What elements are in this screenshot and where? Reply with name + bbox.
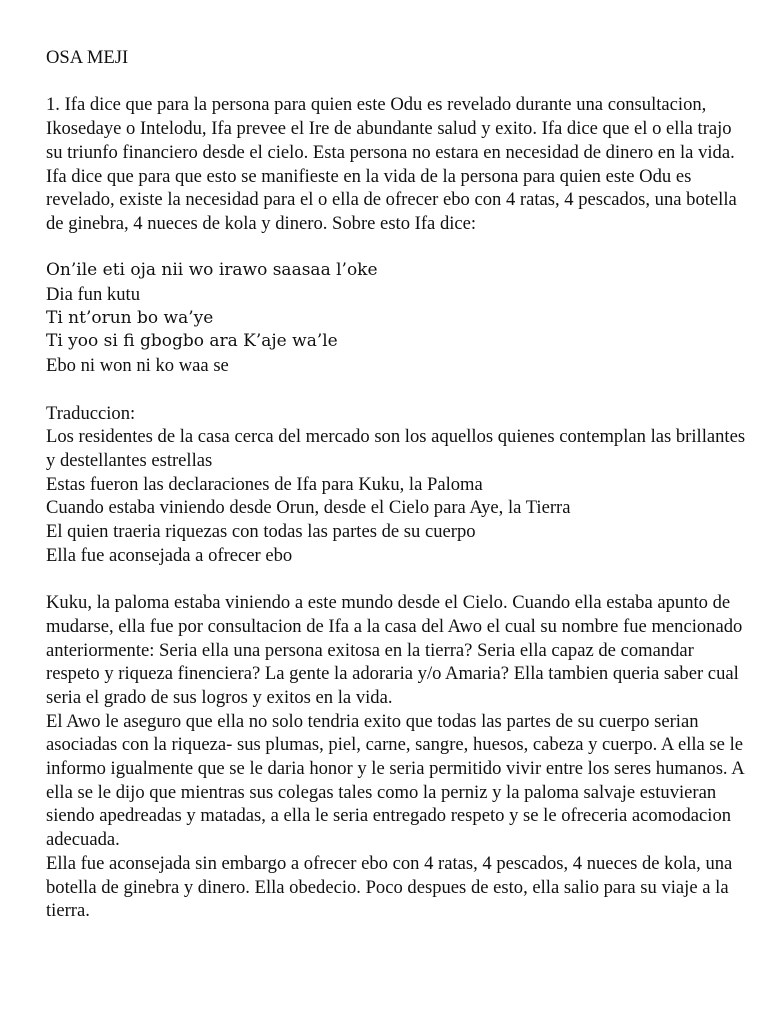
verse-line: Dia fun kutu [46, 284, 140, 305]
spacer [46, 378, 746, 402]
translation-line: El quien traeria riquezas con todas las partes de su cuerpo [46, 521, 476, 543]
translation-line: Los residentes de la casa cerca del mercado son los aquellos quienes contemplan las brillantes y destellantes estrellas [46, 426, 746, 471]
story-paragraph-1: Kuku, la paloma estaba viniendo a este mundo desde el Cielo. Cuando ella estaba apunto de mudarse, ella fue por consultacion de Ifa a la casa del Awo el cual su nombre fue mencionado anteriormente: Seria ella una persona exitosa en la tierra? Seria ella capaz de comandar respeto y riqueza finenciera? La gente la adoraria y/o Amaria? Ella tambien queria saber cual seria el grado de sus logros y exitos en la vida. [46, 592, 743, 708]
translation-heading: Traduccion: [46, 402, 136, 424]
intro-paragraph-1: 1. Ifa dice que para la persona para quien este Odu es revelado durante una consultacion, Ikosedaye o Intelodu, Ifa prevee el Ire de abundante salud y exito. Ifa dice que el o ella trajo su triunfo financiero desde el cielo. Esta persona no estara en necesidad de dinero en la vida. [46, 94, 735, 163]
verse-line: On’ile eti oja nii wo irawo saasaa l’oke [46, 260, 378, 281]
spacer [46, 567, 746, 591]
translation-block [46, 402, 746, 568]
document-page [46, 46, 746, 923]
verse-line: Ti nt’orun bo wa’ye [46, 307, 214, 328]
translation-line: Ella fue aconsejada a ofrecer ebo [46, 544, 293, 566]
spacer [46, 236, 746, 260]
story-paragraph-2: El Awo le aseguro que ella no solo tendria exito que todas las partes de su cuerpo serian asociadas con la riqueza- sus plumas, piel, carne, sangre, huesos, cabeza y cuerpo. A ella se le informo igualmente que se le daria honor y le seria permitido vivir entre los seres humanos. A ella se le dijo que mientras sus colegas tales como la perniz y la paloma salvaje estuvieran siendo apedreadas y matadas, a ella le seria entregado respeto y se le ofreceria acomodacion adecuada. [46, 710, 744, 851]
translation-line: Cuando estaba viniendo desde Orun, desde el Cielo para Aye, la Tierra [46, 497, 571, 519]
verse-block [46, 259, 746, 378]
translation-line: Estas fueron las declaraciones de Ifa para Kuku, la Paloma [46, 473, 483, 495]
document-title: OSA MEJI [46, 47, 129, 68]
intro-paragraph-2: Ifa dice que para que esto se manifieste en la vida de la persona para quien este Odu es revelado, existe la necesidad para el o ella de ofrecer ebo con 4 ratas, 4 pescados, una botella de ginebra, 4 nueces de kola y dinero. Sobre esto Ifa dice: [46, 165, 737, 234]
verse-line: Ti yoo si fi gbogbo ara K’aje wa’le [46, 331, 338, 352]
spacer [46, 70, 746, 94]
story-paragraph-3: Ella fue aconsejada sin embargo a ofrecer ebo con 4 ratas, 4 pescados, 4 nueces de kola, una botella de ginebra y dinero. Ella obedecio. Poco despues de esto, ella salio para su viaje a la tierra. [46, 852, 733, 922]
verse-line: Ebo ni won ni ko waa se [46, 355, 229, 377]
